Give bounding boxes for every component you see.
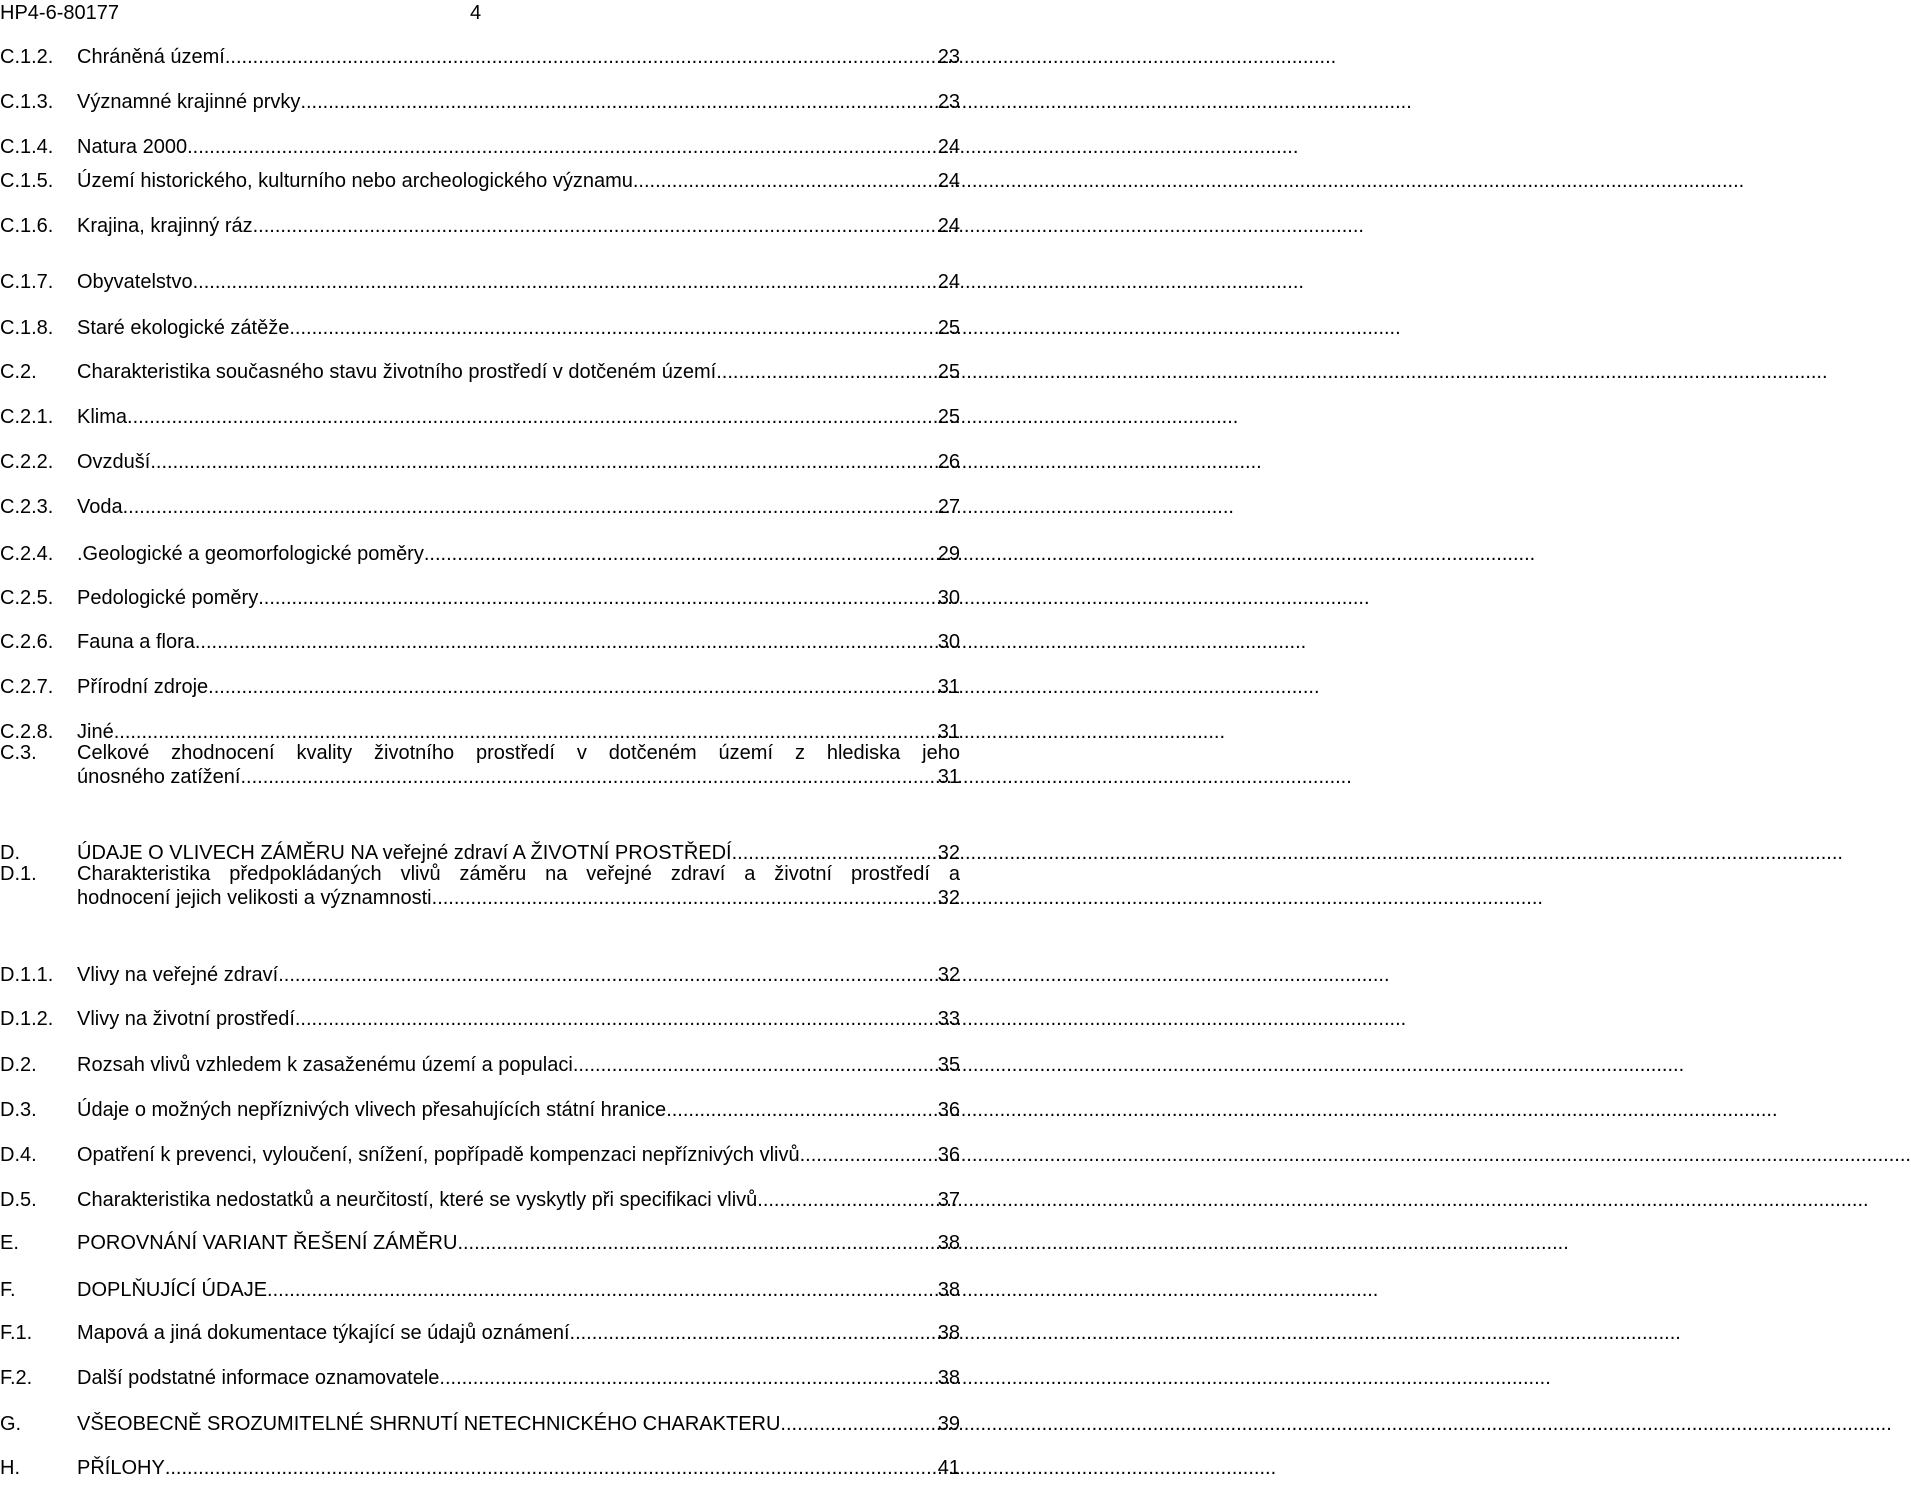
toc-entry-title: Přírodní zdroje xyxy=(77,676,209,698)
toc-entry-title: Vlivy na životní prostředí xyxy=(77,1008,295,1030)
toc-entry-page: 30 xyxy=(937,587,960,609)
toc-leader-dots xyxy=(457,1227,937,1259)
toc-leader-dots xyxy=(300,86,937,118)
toc-leader-dots xyxy=(195,626,938,658)
toc-entry-number: D.1. xyxy=(0,863,37,885)
toc-entry-title: DOPLŇUJÍCÍ ÚDAJE xyxy=(77,1279,268,1301)
toc-entry-line xyxy=(77,165,960,197)
toc-entry-page: 26 xyxy=(937,451,960,473)
toc-entry-line xyxy=(77,1452,960,1484)
toc-entry-title: VŠEOBECNĚ SROZUMITELNÉ SHRNUTÍ NETECHNICKÉHO CHARAKTERU xyxy=(77,1413,781,1435)
toc-entry-title: Další podstatné informace oznamovatele xyxy=(77,1367,440,1389)
toc-entry-number: C.1.5. xyxy=(0,170,54,192)
toc-entry-page: 38 xyxy=(937,1322,960,1344)
toc-entry-line xyxy=(77,1139,960,1171)
toc-entry-line xyxy=(77,626,960,658)
toc-leader-dots xyxy=(780,1408,937,1440)
toc-entry-number: C.1.6. xyxy=(0,215,54,237)
toc-leader-dots xyxy=(258,582,938,614)
toc-entry-number: C.1.2. xyxy=(0,46,54,68)
toc-entry-title: hodnocení jejich velikosti a významnosti xyxy=(77,887,432,909)
toc-entry-page: 37 xyxy=(937,1189,960,1211)
toc-leader-dots xyxy=(289,312,937,344)
toc-entry-number: C.2.6. xyxy=(0,631,54,653)
toc-entry-title: Území historického, kulturního nebo archeologického významu xyxy=(77,170,633,192)
toc-leader-dots xyxy=(193,266,938,298)
toc-entry-page: 36 xyxy=(937,1099,960,1121)
toc-entry-line xyxy=(77,959,960,991)
toc-entry-title: Fauna a flora xyxy=(77,631,195,653)
toc-entry-page: 41 xyxy=(937,1457,960,1479)
toc-entry-line xyxy=(77,1184,960,1216)
toc-entry-title: únosného zatížení xyxy=(77,766,241,788)
toc-entry-line xyxy=(77,266,960,298)
toc-entry-line xyxy=(77,1408,960,1440)
toc-entry-title: Klima xyxy=(77,406,128,428)
toc-entry-number: G. xyxy=(0,1413,22,1435)
toc-entry-title: Významné krajinné prvky xyxy=(77,91,301,113)
toc-leader-dots xyxy=(666,1094,938,1126)
toc-leader-dots xyxy=(633,165,938,197)
toc-leader-dots xyxy=(570,1317,938,1349)
toc-entry-page: 23 xyxy=(937,46,960,68)
toc-entry-page: 31 xyxy=(937,676,960,698)
toc-leader-dots xyxy=(432,882,938,914)
toc-entry-page: 31 xyxy=(937,721,960,743)
toc-entry-title: Vlivy na veřejné zdraví xyxy=(77,964,279,986)
toc-entry-page: 38 xyxy=(937,1367,960,1389)
toc-leader-dots xyxy=(424,538,938,570)
toc-leader-dots xyxy=(716,356,938,388)
toc-entry-page: 35 xyxy=(937,1054,960,1076)
toc-entry-number: D.1.2. xyxy=(0,1008,54,1030)
toc-entry-page: 23 xyxy=(937,91,960,113)
toc-entry-page: 33 xyxy=(937,1008,960,1030)
toc-entry-line xyxy=(77,131,960,163)
toc-entry-page: 30 xyxy=(937,631,960,653)
toc-entry-number: C.1.3. xyxy=(0,91,54,113)
toc-entry-line xyxy=(77,1003,960,1035)
toc-entry-page: 25 xyxy=(937,317,960,339)
toc-entry-title: Mapová a jiná dokumentace týkající se údajů oznámení xyxy=(77,1322,570,1344)
toc-entry-number: C.2.4. xyxy=(0,543,54,565)
toc-entry-number: C.2.2. xyxy=(0,451,54,473)
toc-entry-number: C.1.8. xyxy=(0,317,54,339)
toc-entry-title: Pedologické poměry xyxy=(77,587,259,609)
toc-leader-dots xyxy=(208,671,938,703)
toc-entry-line xyxy=(77,582,960,614)
toc-entry-title: ÚDAJE O VLIVECH ZÁMĚRU NA veřejné zdraví A ŽIVOTNÍ PROSTŘEDÍ xyxy=(77,842,732,864)
toc-entry-number: D.5. xyxy=(0,1189,37,1211)
toc-entry-line xyxy=(77,356,960,388)
toc-leader-dots xyxy=(278,959,938,991)
toc-entry-page: 31 xyxy=(937,766,960,788)
toc-entry-title: Rozsah vlivů vzhledem k zasaženému území a populaci xyxy=(77,1054,573,1076)
toc-leader-dots xyxy=(165,1452,938,1484)
toc-entry-number: F. xyxy=(0,1279,16,1301)
toc-entry-line xyxy=(77,1094,960,1126)
toc-entry-line xyxy=(77,1274,960,1306)
toc-entry-number: C.1.4. xyxy=(0,136,54,158)
toc-entry-line xyxy=(77,882,960,914)
toc-entry-page: 32 xyxy=(937,964,960,986)
toc-entry-line xyxy=(77,86,960,118)
toc-entry-line xyxy=(77,761,960,793)
toc-entry-title: .Geologické a geomorfologické poměry xyxy=(77,543,424,565)
page-header xyxy=(0,0,960,30)
toc-leader-dots xyxy=(757,1184,937,1216)
toc-entry-page: 29 xyxy=(937,543,960,565)
toc-entry-page: 32 xyxy=(937,842,960,864)
toc-entry-title: Natura 2000 xyxy=(77,136,188,158)
toc-entry-line xyxy=(77,1049,960,1081)
toc-entry-number: E. xyxy=(0,1232,19,1254)
toc-leader-dots xyxy=(187,131,938,163)
toc-entry-title: Voda xyxy=(77,496,123,518)
toc-entry-page: 24 xyxy=(937,215,960,237)
toc-leader-dots xyxy=(123,491,938,523)
toc-entry-title: Celkové zhodnocení kvality životního prostředí v dotčeném území z hlediska jeho xyxy=(77,742,960,764)
toc-entry-number: C.2.8. xyxy=(0,721,54,743)
document-code: HP4-6-80177 xyxy=(0,2,119,24)
toc-entry-number: D.3. xyxy=(0,1099,37,1121)
toc-entry-line xyxy=(77,671,960,703)
toc-entry-number: H. xyxy=(0,1457,20,1479)
toc-entry-number: D.1.1. xyxy=(0,964,54,986)
toc-entry-page: 25 xyxy=(937,361,960,383)
toc-entry-page: 38 xyxy=(937,1232,960,1254)
toc-entry-page: 24 xyxy=(937,136,960,158)
toc-entry-line xyxy=(77,538,960,570)
toc-entry-page: 24 xyxy=(937,271,960,293)
toc-entry-title: Krajina, krajinný ráz xyxy=(77,215,253,237)
toc-leader-dots xyxy=(439,1362,937,1394)
toc-entry-page: 32 xyxy=(937,887,960,909)
toc-entry-line xyxy=(77,1362,960,1394)
toc-entry-title: Jiné xyxy=(77,721,114,743)
toc-entry-page: 36 xyxy=(937,1144,960,1166)
toc-leader-dots xyxy=(240,761,937,793)
toc-entry-number: D.4. xyxy=(0,1144,37,1166)
toc-entry-line xyxy=(77,491,960,523)
toc-leader-dots xyxy=(127,401,938,433)
toc-entry-title: Charakteristika nedostatků a neurčitostí, které se vyskytly při specifikaci vlivů xyxy=(77,1189,758,1211)
toc-entry-line xyxy=(77,401,960,433)
toc-entry-title: Opatření k prevenci, vyloučení, snížení, popřípadě kompenzaci nepříznivých vlivů xyxy=(77,1144,800,1166)
toc-entry-title: PŘÍLOHY xyxy=(77,1457,165,1479)
toc-entry-number: F.1. xyxy=(0,1322,33,1344)
toc-entry-title: Charakteristika předpokládaných vlivů záměru na veřejné zdraví a životní prostředí a xyxy=(77,863,960,885)
toc-leader-dots xyxy=(267,1274,938,1306)
toc-leader-dots xyxy=(225,41,938,73)
toc-leader-dots xyxy=(573,1049,938,1081)
toc-leader-dots xyxy=(800,1139,938,1171)
toc-entry-line xyxy=(77,446,960,478)
toc-entry-line xyxy=(77,1227,960,1259)
toc-entry-number: C.2.5. xyxy=(0,587,54,609)
toc-entry-number: D. xyxy=(0,842,20,864)
toc-entry-number: C.2. xyxy=(0,361,37,383)
toc-entry-page: 27 xyxy=(937,496,960,518)
toc-entry-title: POROVNÁNÍ VARIANT ŘEŠENÍ ZÁMĚRU xyxy=(77,1232,458,1254)
toc-entry-number: C.2.1. xyxy=(0,406,54,428)
toc-entry-page: 24 xyxy=(937,170,960,192)
toc-entry-page: 25 xyxy=(937,406,960,428)
toc-entry-title: Staré ekologické zátěže xyxy=(77,317,290,339)
toc-entry-number: D.2. xyxy=(0,1054,37,1076)
toc-leader-dots xyxy=(253,210,938,242)
toc-entry-number: C.2.7. xyxy=(0,676,54,698)
toc-entry-title: Charakteristika současného stavu životního prostředí v dotčeném území xyxy=(77,361,717,383)
toc-entry-number: C.3. xyxy=(0,742,37,764)
page-number: 4 xyxy=(470,2,482,24)
toc-entry-title: Ovzduší xyxy=(77,451,151,473)
toc-entry-line xyxy=(77,41,960,73)
toc-entry-line xyxy=(77,1317,960,1349)
toc-entry-number: C.1.7. xyxy=(0,271,54,293)
toc-leader-dots xyxy=(150,446,937,478)
toc-entry-title: Údaje o možných nepříznivých vlivech přesahujících státní hranice xyxy=(77,1099,667,1121)
toc-entry-title: Chráněná území xyxy=(77,46,225,68)
toc-entry-number: F.2. xyxy=(0,1367,33,1389)
toc-entry-line xyxy=(77,312,960,344)
toc-entry-page: 39 xyxy=(937,1413,960,1435)
toc-entry-number: C.2.3. xyxy=(0,496,54,518)
toc-entry-page: 38 xyxy=(937,1279,960,1301)
toc-leader-dots xyxy=(295,1003,938,1035)
toc-entry-line xyxy=(77,210,960,242)
toc-entry-title: Obyvatelstvo xyxy=(77,271,193,293)
